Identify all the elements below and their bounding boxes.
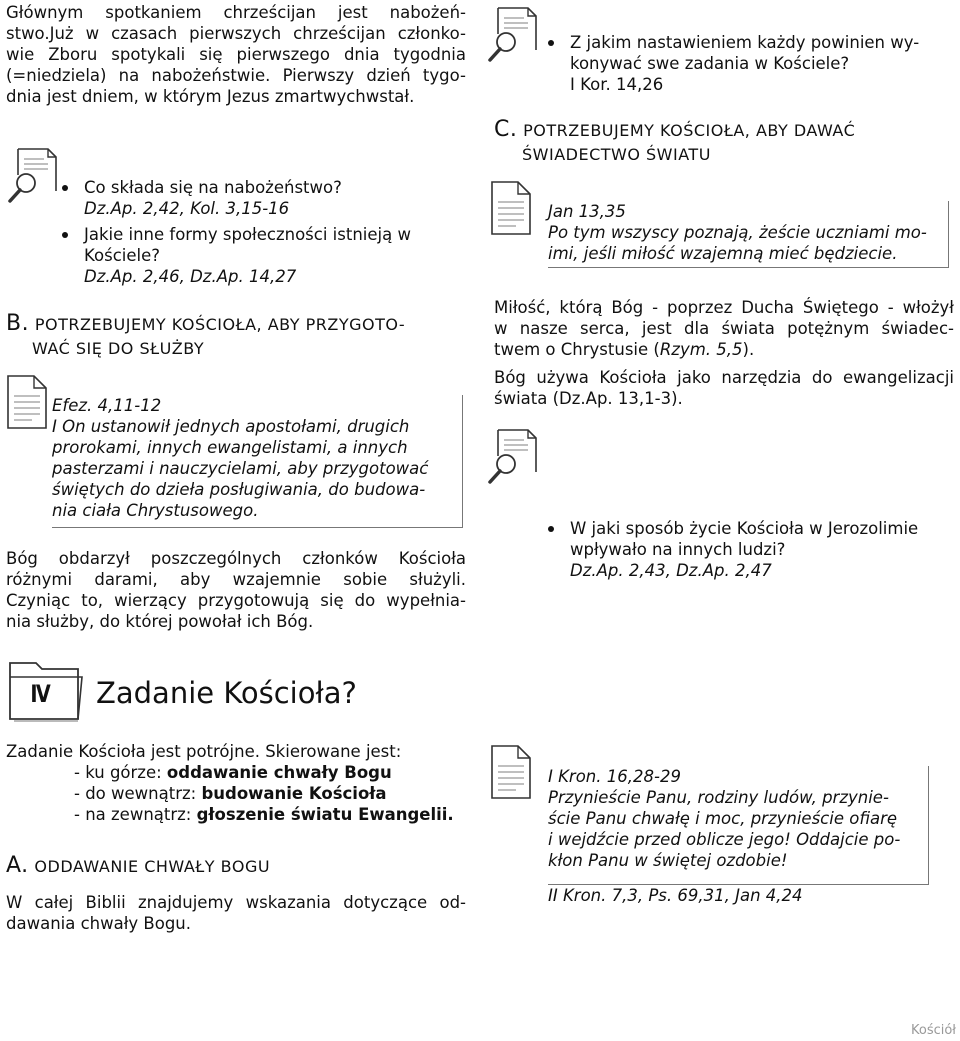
love-paragraph: [494, 297, 954, 360]
verse-box-bottom: [548, 766, 929, 905]
section-b-heading: [6, 312, 466, 361]
verse-line: I On ustanowił jednych apostołami, drugich: [52, 417, 410, 436]
document-icon: [2, 372, 52, 437]
bible-paragraph: [6, 892, 466, 934]
task-bold: oddawanie chwały Bogu: [166, 763, 392, 782]
verse-ref: Efez. 4,11-12: [52, 396, 162, 415]
task-prefix: - do wewnątrz:: [74, 784, 202, 803]
text-line: Bóg obdarzył poszczególnych członków Kościoła: [6, 549, 466, 568]
verse-line: ście Panu chwałę i moc, przynieście ofiarę: [548, 809, 898, 828]
verse-refs: II Kron. 7,3, Ps. 69,31, Jan 4,24: [548, 886, 803, 905]
chapter-numeral: IV: [30, 680, 50, 708]
intro-paragraph: [6, 2, 466, 107]
question-bottom: [546, 518, 960, 581]
question-item: [60, 224, 460, 287]
verse-box-b: [52, 395, 463, 528]
text-line: Czyniąc to, wierzący przygotowują się do wypełnia-: [6, 591, 466, 610]
document-magnifier-icon: [484, 4, 544, 69]
question-line: konywać swe zadania w Kościele?: [570, 54, 850, 73]
task-prefix: - na zewnątrz:: [74, 805, 197, 824]
document-magnifier-icon: [4, 145, 64, 210]
section-c-heading: [494, 118, 954, 167]
text-line: Bóg używa Kościoła jako narzędzia do ewangelizacji: [494, 368, 954, 387]
task-item: [6, 762, 476, 783]
question-ref: I Kor. 14,26: [570, 75, 664, 94]
text-line: w nasze serca, jest dla świata potężnym świadec-: [494, 319, 954, 338]
chapter-title: Zadanie Kościoła?: [96, 676, 357, 710]
verse-line: Po tym wszyscy poznają, żeście uczniami mo-: [548, 223, 927, 242]
footer-label: Kościół: [910, 1023, 956, 1038]
text-line: Miłość, którą Bóg - poprzez Ducha Świętego - włożył: [494, 298, 954, 317]
question-text: Co składa się na nabożeństwo?: [84, 178, 342, 197]
document-icon: [486, 742, 536, 807]
verse-line: i wejdźcie przed oblicze jego! Oddajcie po-: [548, 830, 901, 849]
text-line: dawania chwały Bogu.: [6, 914, 192, 933]
text-line: wie Zboru spotykali się pierwszego dnia tygodnia: [6, 45, 466, 64]
verse-line: Przynieście Panu, rodziny ludów, przynie-: [548, 788, 889, 807]
verse-line: świętych do dzieła posługiwania, do budowa-: [52, 480, 426, 499]
section-letter: C.: [494, 117, 518, 142]
section-title: ODDAWANIE CHWAŁY BOGU: [34, 857, 271, 876]
text-line: Głównym spotkaniem chrześcijan jest nabożeń-: [6, 3, 466, 22]
task-item: [6, 783, 476, 804]
question-line: W jaki sposób życie Kościoła w Jerozolimie: [570, 519, 919, 538]
section-title-cont: WAĆ SIĘ DO SŁUŻBY: [32, 339, 205, 358]
text-line: nia służby, do której powołał ich Bóg.: [6, 612, 314, 631]
question-line: wpływało na innych ludzi?: [570, 540, 786, 559]
question-line: Z jakim nastawieniem każdy powinien wy-: [570, 33, 920, 52]
section-letter: A.: [6, 853, 29, 878]
verse-line: kłon Panu w świętej ozdobie!: [548, 851, 788, 870]
task-bold: głoszenie światu Ewangelii.: [196, 805, 454, 824]
task-prefix: - ku górze:: [74, 763, 167, 782]
question-ref: Dz.Ap. 2,42, Kol. 3,15-16: [84, 199, 290, 218]
verse-ref: Jan 13,35: [548, 202, 626, 221]
question-text: Jakie inne formy społeczności istnieją w Kościele?: [84, 225, 411, 265]
text-line: stwo.Już w czasach pierwszych chrześcijan członko-: [6, 24, 466, 43]
text-line: dnia jest dniem, w którym Jezus zmartwychwstał.: [6, 87, 415, 106]
question-ref: Dz.Ap. 2,43, Dz.Ap. 2,47: [570, 561, 772, 580]
verse-box-c: [548, 201, 949, 268]
section-title: POTRZEBUJEMY KOŚCIOŁA, ABY PRZYGOTO-: [34, 315, 406, 334]
section-letter: B.: [6, 311, 30, 336]
verse-ref: I Kron. 16,28-29: [548, 767, 681, 786]
task-item: [6, 804, 476, 825]
verse-line: pasterzami i nauczycielami, aby przygotować: [52, 459, 429, 478]
question-top: [546, 32, 960, 95]
verse-line: prorokami, innych ewangelistami, a innych: [52, 438, 408, 457]
inline-ref: Rzym. 5,5: [659, 340, 743, 359]
verse-line: nia ciała Chrystusowego.: [52, 501, 259, 520]
text-line: W całej Biblii znajdujemy wskazania dotyczące od-: [6, 893, 466, 912]
document-icon: [486, 178, 536, 243]
section-title-cont: ŚWIADECTWO ŚWIATU: [522, 145, 711, 164]
tool-paragraph: [494, 367, 954, 409]
verse-line: imi, jeśli miłość wzajemną mieć będziecie.: [548, 244, 898, 263]
questions-group-1: [60, 177, 460, 287]
question-item: [60, 177, 460, 219]
text-line: twem o Chrystusie (Rzym. 5,5).: [494, 340, 755, 359]
tasks-block: [6, 741, 476, 825]
document-magnifier-icon: [484, 426, 544, 491]
text-line: (=niedziela) na nabożeństwie. Pierwszy dzień tygo-: [6, 66, 466, 85]
tasks-intro: Zadanie Kościoła jest potrójne. Skierowane jest:: [6, 742, 402, 761]
question-ref: Dz.Ap. 2,46, Dz.Ap. 14,27: [84, 267, 297, 286]
text-line: różnymi darami, aby wzajemnie sobie służyli.: [6, 570, 466, 589]
section-a-heading: [6, 853, 466, 880]
section-title: POTRZEBUJEMY KOŚCIOŁA, ABY DAWAĆ: [523, 121, 856, 140]
task-bold: budowanie Kościoła: [201, 784, 387, 803]
gifts-paragraph: [6, 548, 466, 632]
text-line: świata (Dz.Ap. 13,1-3).: [494, 389, 683, 408]
